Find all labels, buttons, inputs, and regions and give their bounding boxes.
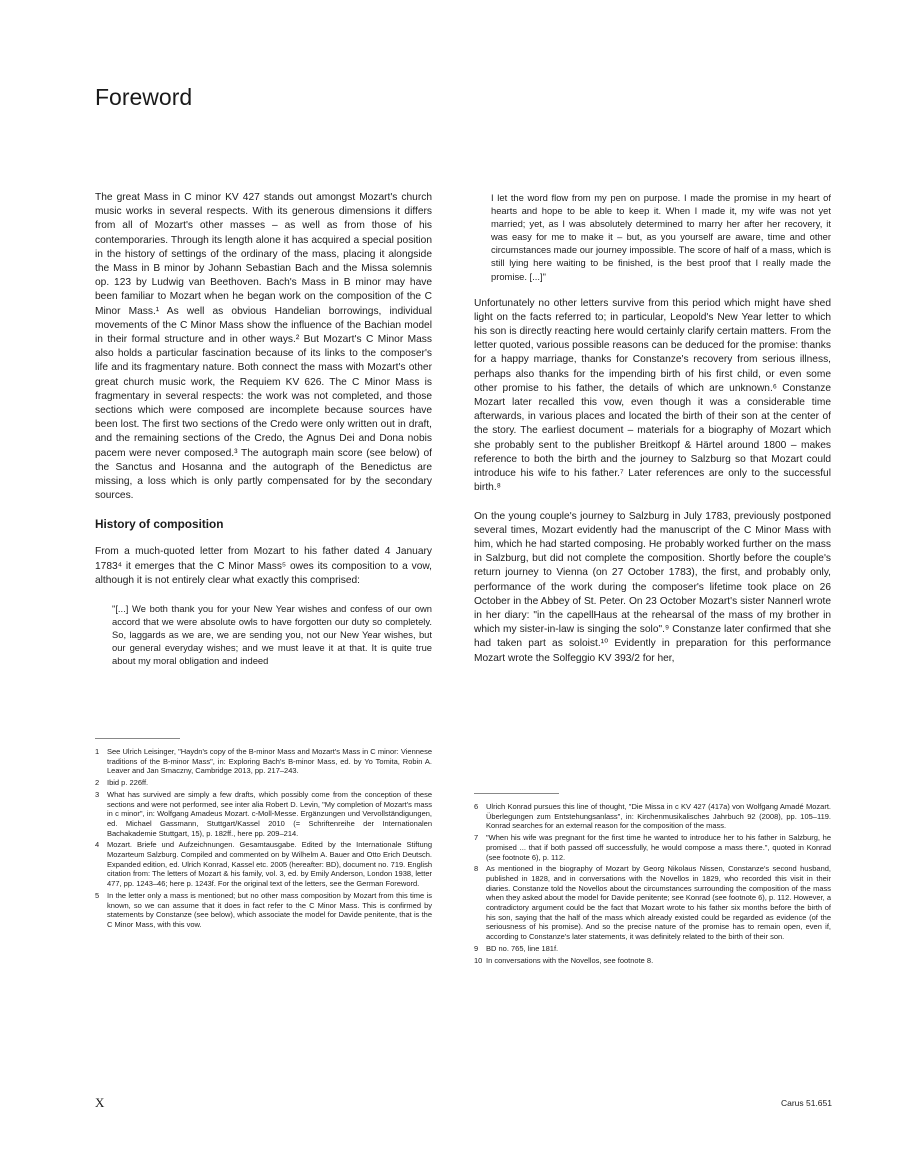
footnote-divider: [95, 738, 180, 739]
left-column: [95, 191, 432, 668]
page-title: Foreword: [95, 84, 193, 110]
footnote-8: 8 As mentioned in the biography of Mozart by Georg Nikolaus Nissen, Constanze's second husband, published in 1828, and in conversations with the Novellos in 1829, who recorded this visit in their diaries. Constanze told the Novellos about the circumstances surrounding the composition of the mass when they asked about the model for Davide penitente; see Konrad (see footnote 6), p. 112. However, a contradictory argument could be the fact that Mozart wrote to his father six months before the birth of his son, saying that the half of the mass which already existed could be regarded as evidence (of the seriousness of his promise). And so the precise nature of the promise has to remain open, even if, according to Constanze's later statements, it was definitely related to the birth of their son.: [474, 864, 831, 942]
right-column: [474, 191, 831, 666]
journey-paragraph: On the young couple's journey to Salzburg in July 1783, previously postponed several times, Mozart evidently had the manuscript of the C Minor Mass with him, which he had started composing. He probably worked further on the mass in Salzburg, but did not complete the composition. Shortly before the couple's return journey to Vienna (on 27 October 1783), the first, and probably only, performance of the work during the composer's lifetime took place on 26 October in the Abbey of St. Peter. On 23 October Mozart's sister Nannerl wrote in her diary: "in the capellHaus at the rehearsal of the mass of my brother in which my sister-in-law is singing the solo".⁹ Constanze later confirmed that she had taken part as soloist.¹⁰ Evidently in preparation for this performance Mozart wrote the Solfeggio KV 393/2 for her,: [474, 510, 831, 664]
right-footnotes: [474, 793, 831, 965]
left-footnotes: [95, 738, 432, 930]
catalog-number: Carus 51.651: [780, 1098, 832, 1108]
footnote-10: 10 In conversations with the Novellos, see footnote 8.: [474, 955, 654, 965]
footnote-2: 2 Ibid p. 226ff.: [95, 778, 149, 788]
footnote-1: 1 See Ulrich Leisinger, "Haydn's copy of the B-minor Mass and Mozart's Mass in C minor: Viennese traditions of the B-minor Mass", in: Exploring Bach's B-minor Mass, ed. by Yo Tomita, Robin A. Leaver and Jan Smaczny, Cambridge 2013, pp. 217–243.: [95, 747, 432, 776]
footnote-3: 3 What has survived are simply a few drafts, which possibly come from the conception of these sections and were not performed, see inter alia Robert D. Levin, "My completion of Mozart's mass in c minor", in: Wolfgang Amadeus Mozart. c-Moll-Messe. Ergänzungen und Vervollständigungen, ed. Michael Gassmann, Stuttgart/Kassel 2010 (= Schriftenreihe der Internationalen Bachakademie Stuttgart, 15), p. 182ff., here pp. 209–214.: [95, 789, 432, 838]
page-number: X: [95, 1095, 105, 1110]
footnote-7: 7 "When his wife was pregnant for the first time he wanted to introduce her to his father in Salzburg, he promised ... that if both passed off successfully, he would compose a mass there.", quoted in Konrad (see footnote 6), p. 112.: [474, 833, 831, 862]
footnote-9: 9 BD no. 765, line 181f.: [474, 943, 559, 953]
letter-quote-end: I let the word flow from my pen on purpose. I made the promise in my heart of hearts and hope to be able to keep it. When I made it, my wife was not yet married; yet, as I was absolutely determined to marry her after her recovery, it was easy for me to make it – but, as you yourself are aware, time and other circumstances made our journey impossible. The score of half of a mass, which is still lying here waiting to be finished, is the best proof that I really made the promise. [...]": [491, 192, 831, 282]
intro-paragraph: The great Mass in C minor KV 427 stands out amongst Mozart's church music works in several respects. With its generous dimensions it differs from all of Mozart's other masses – as well as from those of his contemporaries. Through its length alone it has acquired a special position in the history of settings of the ordinary of the mass, placing it alongside the Mass in B minor by Johann Sebastian Bach and the Missa solemnis op. 123 by Ludwig van Beethoven. Bach's Mass in B minor may have been familiar to Mozart when he began work on the composition of the C Minor Mass.¹ As well as obvious Handelian borrowings, individual movements of the C Minor Mass show the influence of the Bachian model in their formal structure and in other ways.² But Mozart's C Minor Mass also holds a particular fascination because of its links to the composer's life and its fragmentary nature. Both connect the mass with Mozart's other great church music work, the Requiem KV 626. The C Minor Mass is fragmentary in several respects: the work was not completed, and those sections which were composed are incomplete because sources have been lost. The first two sections of the Credo were only written out in draft, and the remaining sections of the Credo, the Agnus Dei and Dona nobis pacem were never composed.³ The autograph main score (see below) of the Sanctus and Hosanna and the autograph of the Benedictus are missing, a loss which is only partly compensated for by the secondary sources.: [95, 192, 432, 502]
letters-paragraph: Unfortunately no other letters survive from this period which might have shed light on the facts referred to; in particular, Leopold's New Year letter to which his son is directly reacting here would certainly clarify certain matters. From the letter quoted, various possible reasons can be deduced for the promise: thanks for a happy marriage, thanks for Constanze's recovery from serious illness, perhaps also thanks for the impending birth of his first child, or even some other promise to his father, the details of which are unknown.⁶ Constanze Mozart later recalled this vow, even though it was a considerable time afterwards, in various places and located the birth of their son at the center of the story. The earliest document – materials for a biography of Mozart which she probably sent to the publisher Breitkopf & Härtel around 1800 – makes reference to both the birth and the journey to Salzburg so that Mozart could introduce his wife to his father.⁷ Later references are only to the successful birth.⁸: [474, 297, 831, 494]
section-heading: History of composition: [95, 517, 224, 532]
history-paragraph: From a much-quoted letter from Mozart to his father dated 4 January 1783⁴ it emerges that the C Minor Mass⁵ owes its composition to a vow, although it is not entirely clear what exactly this comprised:: [95, 546, 432, 586]
letter-quote-start: "[...] We both thank you for your New Year wishes and confess of our own accord that we were absolute owls to have forgotten our duty so completely. So, laggards as we are, we are sending you, not our New Year wishes, but our general everyday wishes; and we must leave it at that. It is quite true about my moral obligation and indeed: [112, 603, 432, 667]
footnote-4: 4 Mozart. Briefe und Aufzeichnungen. Gesamtausgabe. Edited by the Internationale Stiftung Mozarteum Salzburg. Compiled and commented on by Wilhelm A. Bauer and Otto Erich Deutsch. Expanded edition, ed. Ulrich Konrad, Kassel etc. 2005 (hereafter: BD), document no. 719. English citation from: The letters of Mozart & his family, vol. 3, ed. by Emily Anderson, London 1938, letter 477, pp. 1243–46; here p. 1243f. For the original text of the letters, see the German Foreword.: [95, 840, 432, 889]
footnote-divider: [474, 793, 559, 794]
footnote-5: 5 In the letter only a mass is mentioned; but no other mass composition by Mozart from this time is known, so we can assume that it does in fact refer to the C Minor Mass. This is confirmed by statements by Constanze (see below), which associate the model for Davide penitente, that is the C Minor Mass, with this vow.: [95, 890, 432, 929]
footnote-6: 6 Ulrich Konrad pursues this line of thought, "Die Missa in c KV 427 (417a) von Wolfgang Amadé Mozart. Überlegungen zum Entstehungsanlass", in: Kirchenmusikalisches Jahrbuch 92 (2008), pp. 105–119. Konrad searches for an external reason for the composition of the mass.: [474, 802, 831, 831]
